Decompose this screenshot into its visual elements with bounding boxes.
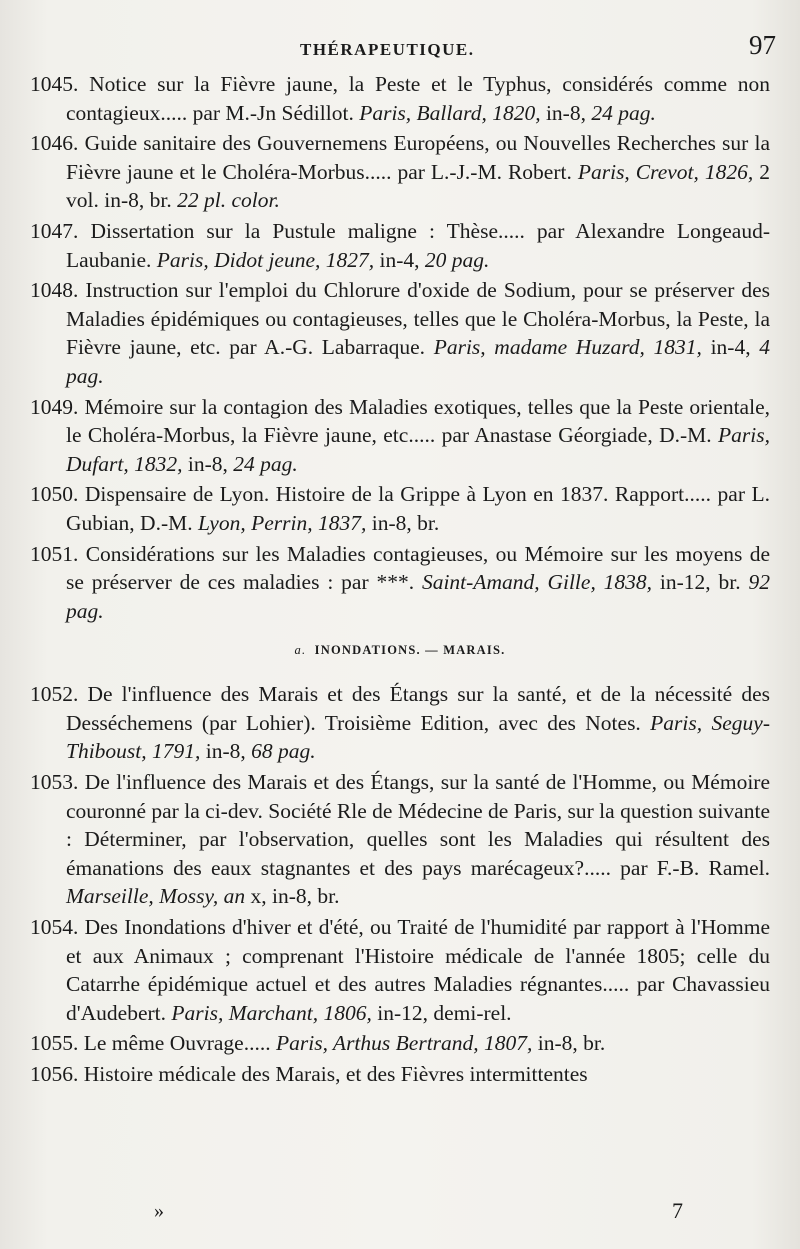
entry-text: Dissertation sur la Pustule maligne : Thèse..... par Alexandre Longeaud-Laubanie.: [66, 218, 770, 272]
entry-imprint: Paris, Ballard, 1820,: [359, 100, 541, 125]
entry-format: in-12, br.: [652, 570, 749, 595]
section-letter: a.: [294, 643, 307, 658]
entry-format: in-4,: [374, 247, 425, 272]
bibliography-entry: [30, 217, 770, 274]
entry-text: Le même Ouvrage.....: [83, 1031, 276, 1056]
entry-format: in-8,: [182, 451, 234, 476]
entry-format: in-12, demi-rel.: [371, 1000, 512, 1025]
entry-text: De l'influence des Marais et des Étangs sur la santé, et de la nécessité des Desséchemens (par Lohier). Troisième Edition, avec des Notes.: [66, 682, 771, 735]
signature-mark: 7: [672, 1198, 683, 1223]
entry-pages: 24 pag.: [591, 100, 656, 125]
entry-imprint: Paris, Didot jeune, 1827,: [156, 247, 375, 272]
bibliography-entry: [30, 768, 770, 911]
bibliography-entry: [30, 540, 770, 626]
bibliography-list: [30, 70, 770, 1091]
entry-number: 1055.: [30, 1031, 79, 1056]
entry-text: De l'influence des Marais et des Étangs, sur la santé de l'Homme, ou Mémoire couronné par la ci-dev. Société Rle de Médecine de Paris, sur la question suivante : Déterminer, par l'observation, quelles sont les Maladies qui résultent des émanations des eaux stagnantes et des pays marécageux?..... par F.-B. Ramel.: [66, 770, 770, 880]
page-title: THÉRAPEUTIQUE.: [300, 40, 475, 59]
section-title: INONDATIONS. — MARAIS.: [314, 643, 506, 658]
entry-pages: 68 pag.: [251, 739, 316, 764]
page-number: 97: [749, 30, 776, 60]
entry-number: 1050.: [30, 482, 79, 507]
entry-format: in-8, br.: [366, 510, 440, 535]
entry-imprint: Paris, Dufart, 1832,: [66, 423, 770, 476]
entry-number: 1056.: [30, 1062, 79, 1086]
entry-number: 1049.: [30, 394, 79, 419]
bibliography-entry: [30, 1060, 770, 1089]
entry-number: 1051.: [30, 541, 79, 566]
entry-format: x, in-8, br.: [245, 884, 340, 909]
entry-pages: 20 pag.: [424, 247, 490, 272]
entry-number: 1046.: [30, 131, 79, 156]
entry-imprint: Paris, Arthus Bertrand, 1807,: [275, 1031, 533, 1056]
entry-number: 1052.: [30, 682, 79, 707]
footer-mark: »: [154, 1200, 164, 1222]
entry-pages: 22 pl. color.: [177, 188, 280, 213]
entry-pages: 4 pag.: [66, 335, 770, 388]
entry-text: Notice sur la Fièvre jaune, la Peste et le Typhus, considérés comme non contagieux..... par M.-Jn Sédillot.: [66, 72, 771, 125]
entry-imprint: Paris, Crevot, 1826,: [577, 159, 754, 184]
bibliography-entry: [30, 393, 770, 479]
entry-format: in-8, br.: [532, 1031, 606, 1056]
entry-imprint: Lyon, Perrin, 1837,: [197, 510, 367, 535]
entry-number: 1054.: [30, 915, 79, 940]
entry-format: in-4,: [701, 335, 760, 360]
entry-text: Dispensaire de Lyon. Histoire de la Grippe à Lyon en 1837. Rapport..... par L. Gubian, D.-M.: [66, 482, 770, 535]
entry-imprint: Marseille, Mossy, an: [66, 884, 246, 909]
bibliography-entry: [30, 70, 770, 127]
entry-number: 1045.: [30, 72, 79, 96]
entry-group-contagion: [30, 70, 770, 625]
page-footer: [0, 1196, 800, 1226]
bibliography-entry: [30, 1029, 770, 1058]
entry-group-marais: [30, 680, 770, 1088]
entry-number: 1053.: [30, 770, 79, 795]
running-head: [0, 30, 800, 70]
entry-format: in-8,: [540, 100, 592, 125]
bibliography-entry: [30, 480, 770, 537]
entry-format: 2 vol. in-8, br.: [66, 159, 771, 213]
entry-text: Des Inondations d'hiver et d'été, ou Traité de l'humidité par rapport à l'Homme et aux Animaux ; comprenant l'Histoire médicale de l'année 1805; celle du Catarrhe épidémique actuel et des autres Maladies régnantes..... par Chavassieu d'Audebert.: [66, 915, 770, 1025]
entry-format: in-8,: [200, 739, 252, 764]
entry-text: Histoire médicale des Marais, et des Fièvres intermittentes: [83, 1062, 588, 1086]
entry-text: Guide sanitaire des Gouvernemens Européens, ou Nouvelles Recherches sur la Fièvre jaune et le Choléra-Morbus..... par L.-J.-M. Robert.: [66, 131, 771, 184]
bibliography-entry: [30, 129, 770, 215]
entry-number: 1047.: [30, 218, 79, 243]
entry-imprint: Paris, Marchant, 1806,: [171, 1000, 372, 1025]
entry-text: Mémoire sur la contagion des Maladies exotiques, telles que la Peste orientale, le Choléra-Morbus, la Fièvre jaune, etc..... par Anastase Géorgiade, D.-M.: [66, 394, 770, 448]
bibliography-entry: [30, 680, 770, 766]
entry-text: Considérations sur les Maladies contagieuses, ou Mémoire sur les moyens de se préserver de ces maladies : par ***.: [66, 541, 770, 595]
bibliography-entry: [30, 276, 770, 390]
section-heading: [30, 643, 770, 658]
entry-text: Instruction sur l'emploi du Chlorure d'oxide de Sodium, pour se préserver des Maladies épidémiques ou contagieuses, telles que le Choléra-Morbus, la Peste, la Fièvre jaune, etc. par A.-G. Labarraque.: [66, 278, 770, 360]
entry-pages: 92 pag.: [66, 570, 770, 623]
entry-pages: 24 pag.: [233, 451, 298, 476]
entry-number: 1048.: [30, 278, 79, 303]
entry-imprint: Saint-Amand, Gille, 1838,: [421, 570, 653, 595]
bibliography-entry: [30, 913, 770, 1027]
entry-imprint: Paris, Seguy-Thiboust, 1791,: [66, 710, 770, 764]
entry-imprint: Paris, madame Huzard, 1831,: [433, 335, 702, 360]
